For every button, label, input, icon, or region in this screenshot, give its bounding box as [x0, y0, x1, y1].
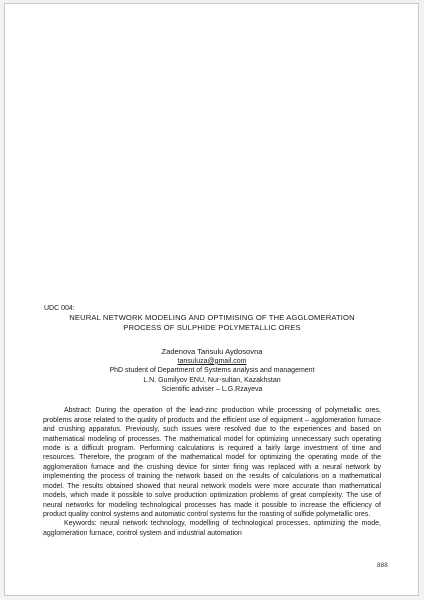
page-number: 888: [377, 562, 388, 569]
udc-code: UDC 004:: [44, 305, 75, 312]
author-affiliation: L.N. Gumilyov ENU, Nur-sultan, Kazakhstan: [143, 376, 281, 384]
article-title-line-1: NEURAL NETWORK MODELING AND OPTIMISING OF THE AGGLOMERATION: [69, 313, 355, 323]
author-name: Zadenova Tansulu Aydosovna: [161, 347, 263, 357]
article-title: [43, 313, 381, 333]
author-block: [43, 347, 381, 394]
keywords-section: [43, 519, 381, 538]
document-page: [4, 3, 419, 596]
scientific-adviser: Scientific adviser – L.G.Rzayeva: [161, 386, 263, 394]
keywords-text: Keywords: neural network technology, modelling of technological processes, optimizing the mode, agglomeration furnace, control system and industrial automation: [43, 520, 381, 537]
article-header-block: [43, 304, 381, 538]
article-title-line-2: PROCESS OF SULPHIDE POLYMETALLIC ORES: [123, 323, 301, 333]
author-email-link[interactable]: tansuluza@gmail.com: [177, 357, 247, 365]
abstract-text: Abstract: During the operation of the lead-zinc production while processing of polymetallic ores, problems arose related to the quality of products and the efficient use of equipment – agglomeration furnace and crushing apparatus. Previously, such issues were resolved due to the experiences and based on mathematical modeling of processes. The mathematical model for optimizing unnecessary such operating mode is a difficult program. Performing calculations is required a fairly large investment of time and resources. Therefore, the program of the mathematical model for optimizing the operating mode of the agglomeration furnace and the crushing device for sinter firing was replaced with a neural network by implementing the process of training the network based on the results of calculations on a mathematical model. The results obtained showed that neural network models were more accurate than mathematical models, which made it possible to solve production optimization problems of great complexity. The use of neural networks for modeling technological processes has made it possible to increase the efficiency of product quality control systems and automatic control systems for the roasting of sulfide polymetallic ores.: [43, 407, 381, 518]
author-position: PhD student of Department of Systems analysis and management: [109, 367, 315, 375]
abstract-section: [43, 406, 381, 519]
